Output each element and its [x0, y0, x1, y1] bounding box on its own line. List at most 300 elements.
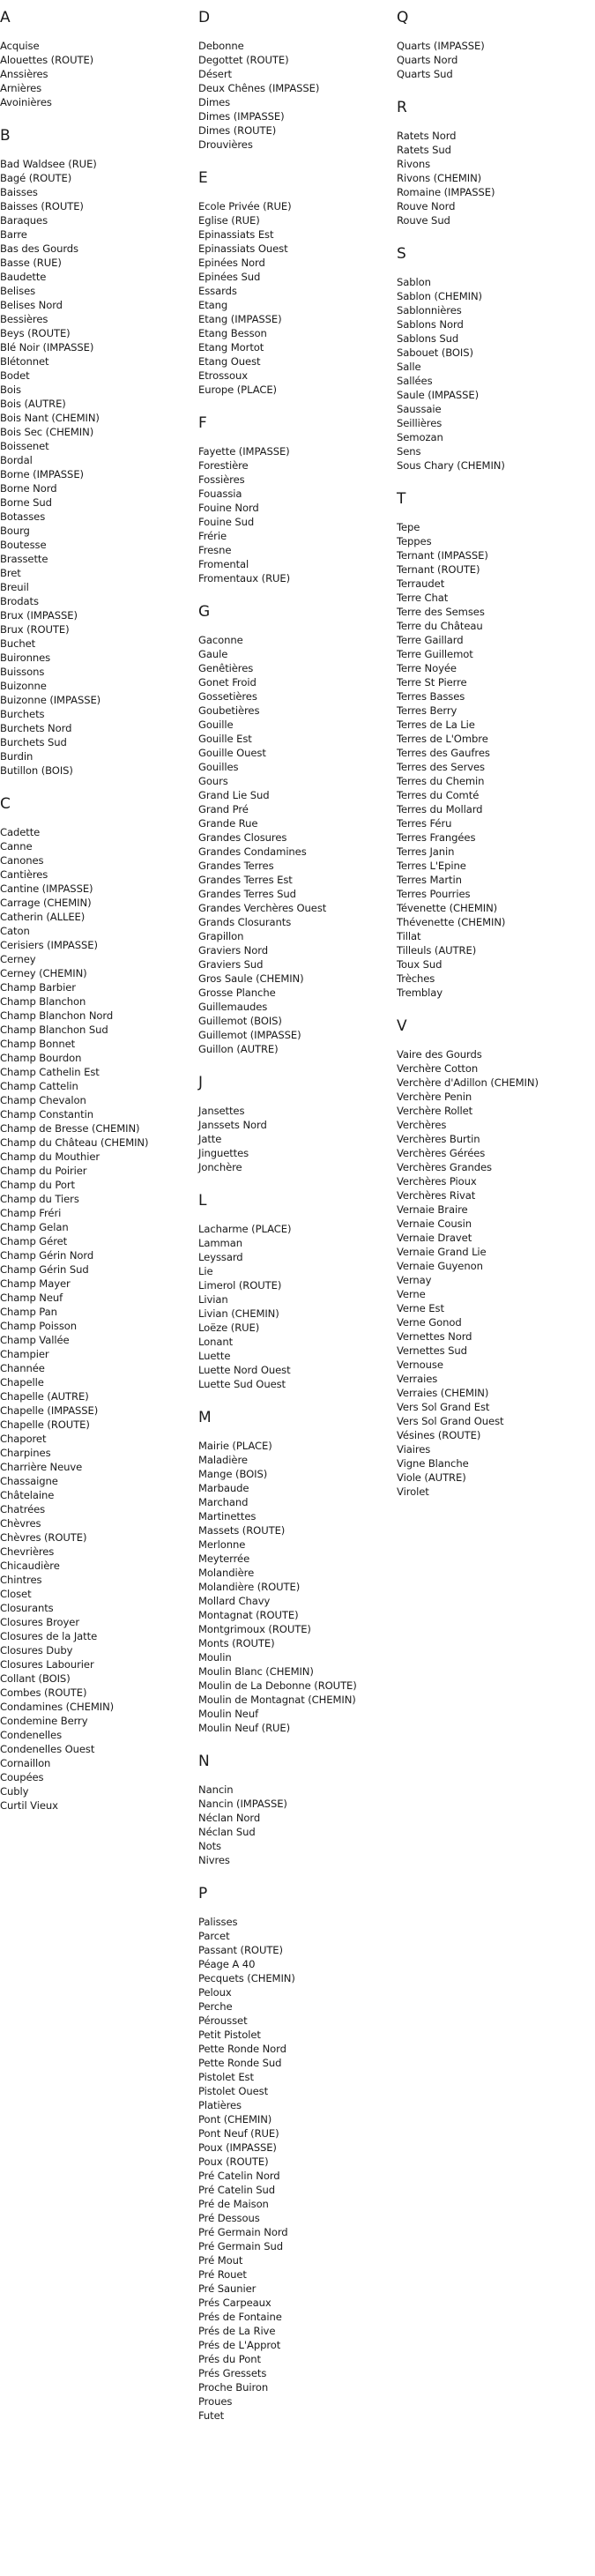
street-link[interactable]: Sablonnières	[397, 304, 462, 316]
street-link[interactable]: Terres des Gaufres	[397, 747, 490, 759]
street-link[interactable]: Blétonnet	[0, 355, 49, 368]
street-link[interactable]: Eglise (RUE)	[198, 214, 260, 227]
street-link[interactable]: Ecole Privée (RUE)	[198, 200, 292, 212]
street-link[interactable]: Fouassia	[198, 488, 242, 500]
street-link[interactable]: Pré Catelin Nord	[198, 2170, 280, 2182]
street-link[interactable]: Guillemot (BOIS)	[198, 1015, 282, 1027]
street-link[interactable]: Basse (RUE)	[0, 257, 62, 269]
street-link[interactable]: Pette Ronde Nord	[198, 2043, 286, 2055]
street-link[interactable]: Viaires	[397, 1443, 431, 1456]
street-link[interactable]: Fresne	[198, 544, 232, 556]
street-link[interactable]: Jonchère	[198, 1161, 242, 1173]
street-link[interactable]: Peloux	[198, 1986, 232, 1999]
street-link[interactable]: Verchères Pioux	[397, 1175, 477, 1187]
street-link[interactable]: Vésines (ROUTE)	[397, 1429, 481, 1441]
street-link[interactable]: Grosse Planche	[198, 986, 276, 999]
street-link[interactable]: Cerney	[0, 953, 36, 965]
street-link[interactable]: Champ Mayer	[0, 1277, 71, 1290]
street-link[interactable]: Breuil	[0, 581, 29, 593]
street-link[interactable]: Champ Blanchon Nord	[0, 1009, 114, 1022]
street-link[interactable]: Jinguettes	[198, 1147, 249, 1159]
street-link[interactable]: Bret	[0, 567, 21, 579]
street-link[interactable]: Cubly	[0, 1785, 29, 1798]
street-link[interactable]: Pré de Maison	[198, 2198, 269, 2210]
street-link[interactable]: Champ de Bresse (CHEMIN)	[0, 1122, 140, 1135]
street-link[interactable]: Champ du Mouthier	[0, 1150, 100, 1163]
street-link[interactable]: Terre Noyée	[397, 662, 457, 674]
street-link[interactable]: Carrage (CHEMIN)	[0, 897, 92, 909]
street-link[interactable]: Caton	[0, 925, 30, 937]
street-link[interactable]: Etang Besson	[198, 327, 267, 339]
street-link[interactable]: Curtil Vieux	[0, 1799, 58, 1812]
street-link[interactable]: Luette	[198, 1350, 231, 1362]
street-link[interactable]: Burchets Nord	[0, 722, 72, 734]
street-link[interactable]: Frérie	[198, 530, 227, 542]
street-link[interactable]: Gours	[198, 775, 228, 787]
street-link[interactable]: Vernaie Braire	[397, 1203, 468, 1216]
street-link[interactable]: Arnières	[0, 82, 42, 94]
street-link[interactable]: Belises Nord	[0, 299, 63, 311]
street-link[interactable]: Prés du Pont	[198, 2353, 261, 2365]
street-link[interactable]: Cadette	[0, 826, 41, 838]
street-link[interactable]: Nancin	[198, 1783, 234, 1796]
street-link[interactable]: Chèvres	[0, 1517, 41, 1530]
street-link[interactable]: Bois Sec (CHEMIN)	[0, 426, 94, 438]
street-link[interactable]: Marchand	[198, 1496, 249, 1508]
street-link[interactable]: Néclan Sud	[198, 1826, 256, 1838]
street-link[interactable]: Verne Est	[397, 1302, 444, 1314]
street-link[interactable]: Deux Chênes (IMPASSE)	[198, 82, 320, 94]
street-link[interactable]: Teppes	[397, 535, 432, 547]
street-link[interactable]: Fromentaux (RUE)	[198, 572, 291, 584]
street-link[interactable]: Sablon (CHEMIN)	[397, 290, 482, 302]
street-link[interactable]: Goubetières	[198, 704, 260, 717]
street-link[interactable]: Quarts (IMPASSE)	[397, 40, 485, 52]
street-link[interactable]: Dimes (ROUTE)	[198, 124, 277, 137]
street-link[interactable]: Lonant	[198, 1336, 234, 1348]
street-link[interactable]: Champ Blanchon Sud	[0, 1024, 108, 1036]
street-link[interactable]: Terres L'Epine	[397, 860, 466, 872]
street-link[interactable]: Terres Frangées	[397, 831, 476, 844]
street-link[interactable]: Essards	[198, 285, 237, 297]
street-link[interactable]: Ratets Sud	[397, 144, 451, 156]
street-link[interactable]: Champ Pan	[0, 1306, 57, 1318]
street-link[interactable]: Gaule	[198, 648, 228, 660]
street-link[interactable]: Montagnat (ROUTE)	[198, 1609, 299, 1621]
street-link[interactable]: Désert	[198, 68, 232, 80]
street-link[interactable]: Molandière	[198, 1567, 255, 1579]
street-link[interactable]: Verchères Rivat	[397, 1189, 476, 1202]
street-link[interactable]: Bois (AUTRE)	[0, 398, 66, 410]
street-link[interactable]: Vernouse	[397, 1359, 443, 1371]
street-link[interactable]: Chapelle (AUTRE)	[0, 1390, 89, 1403]
street-link[interactable]: Dimes	[198, 96, 231, 108]
street-link[interactable]: Champ Vallée	[0, 1334, 70, 1346]
street-link[interactable]: Vernaie Dravet	[397, 1232, 472, 1244]
street-link[interactable]: Brodats	[0, 595, 39, 607]
street-link[interactable]: Forestière	[198, 459, 249, 472]
street-link[interactable]: Petit Pistolet	[198, 2029, 261, 2041]
street-link[interactable]: Canne	[0, 840, 33, 852]
street-link[interactable]: Closurants	[0, 1602, 54, 1614]
street-link[interactable]: Champ Gérin Sud	[0, 1263, 89, 1276]
street-link[interactable]: Bodet	[0, 369, 30, 382]
street-link[interactable]: Sens	[397, 445, 421, 458]
street-link[interactable]: Saussaie	[397, 403, 442, 415]
street-link[interactable]: Leyssard	[198, 1251, 243, 1263]
street-link[interactable]: Burchets Sud	[0, 736, 67, 748]
street-link[interactable]: Etang	[198, 299, 228, 311]
street-link[interactable]: Prés Carpeaux	[198, 2297, 271, 2309]
street-link[interactable]: Champ Constantin	[0, 1108, 93, 1120]
street-link[interactable]: Champ du Château (CHEMIN)	[0, 1136, 149, 1149]
street-link[interactable]: Collant (BOIS)	[0, 1672, 71, 1685]
street-link[interactable]: Coupées	[0, 1771, 44, 1783]
street-link[interactable]: Verchères Grandes	[397, 1161, 492, 1173]
street-link[interactable]: Prés de L'Approt	[198, 2339, 281, 2351]
street-link[interactable]: Guillemot (IMPASSE)	[198, 1029, 301, 1041]
street-link[interactable]: Buissons	[0, 666, 45, 678]
street-link[interactable]: Sallées	[397, 375, 433, 387]
street-link[interactable]: Baisses (ROUTE)	[0, 200, 84, 212]
street-link[interactable]: Toux Sud	[397, 958, 443, 971]
street-link[interactable]: Buizonne (IMPASSE)	[0, 694, 101, 706]
street-link[interactable]: Prés de La Rive	[198, 2325, 276, 2337]
street-link[interactable]: Champ Poisson	[0, 1320, 78, 1332]
street-link[interactable]: Saule (IMPASSE)	[397, 389, 480, 401]
street-link[interactable]: Pré Catelin Sud	[198, 2184, 276, 2196]
street-link[interactable]: Etang Ouest	[198, 355, 261, 368]
street-link[interactable]: Cerney (CHEMIN)	[0, 967, 87, 979]
street-link[interactable]: Pré Germain Sud	[198, 2240, 284, 2252]
street-link[interactable]: Prés de Fontaine	[198, 2311, 282, 2323]
street-link[interactable]: Acquise	[0, 40, 40, 52]
street-link[interactable]: Terres du Comté	[397, 789, 480, 801]
street-link[interactable]: Monts (ROUTE)	[198, 1637, 275, 1649]
street-link[interactable]: Champ Géret	[0, 1235, 68, 1247]
street-link[interactable]: Gros Saule (CHEMIN)	[198, 972, 304, 985]
street-link[interactable]: Gonet Froid	[198, 676, 257, 689]
street-link[interactable]: Champ Gérin Nord	[0, 1249, 94, 1262]
street-link[interactable]: Champ du Poirier	[0, 1165, 87, 1177]
street-link[interactable]: Epinées Nord	[198, 257, 265, 269]
street-link[interactable]: Grandes Terres Est	[198, 874, 293, 886]
street-link[interactable]: Condenelles Ouest	[0, 1743, 95, 1755]
street-link[interactable]: Palisses	[198, 1916, 238, 1928]
street-link[interactable]: Combes (ROUTE)	[0, 1686, 87, 1699]
street-link[interactable]: Champier	[0, 1348, 49, 1360]
street-link[interactable]: Etang (IMPASSE)	[198, 313, 282, 325]
street-link[interactable]: Chèvres (ROUTE)	[0, 1531, 87, 1544]
street-link[interactable]: Chatrées	[0, 1503, 46, 1515]
street-link[interactable]: Condamines (CHEMIN)	[0, 1701, 115, 1713]
street-link[interactable]: Terres Janin	[397, 845, 455, 858]
street-link[interactable]: Lie	[198, 1265, 213, 1277]
street-link[interactable]: Grandes Terres Sud	[198, 888, 296, 900]
street-link[interactable]: Chaporet	[0, 1433, 47, 1445]
street-link[interactable]: Botasses	[0, 510, 46, 523]
street-link[interactable]: Condemine Berry	[0, 1715, 88, 1727]
street-link[interactable]: Champ Fréri	[0, 1207, 62, 1219]
street-link[interactable]: Vernettes Sud	[397, 1344, 467, 1357]
street-link[interactable]: Graviers Sud	[198, 958, 264, 971]
street-link[interactable]: Canones	[0, 854, 44, 867]
street-link[interactable]: Néclan Nord	[198, 1812, 261, 1824]
street-link[interactable]: Terres de La Lie	[397, 718, 475, 731]
street-link[interactable]: Ternant (IMPASSE)	[397, 549, 488, 562]
street-link[interactable]: Luette Sud Ouest	[198, 1378, 286, 1390]
street-link[interactable]: Rivons	[397, 158, 431, 170]
street-link[interactable]: Bordal	[0, 454, 33, 466]
street-link[interactable]: Ratets Nord	[397, 130, 457, 142]
street-link[interactable]: Epinassiats Ouest	[198, 242, 288, 255]
street-link[interactable]: Fouine Nord	[198, 502, 259, 514]
street-link[interactable]: Massets (ROUTE)	[198, 1524, 286, 1537]
street-link[interactable]: Chicaudière	[0, 1560, 60, 1572]
street-link[interactable]: Brux (ROUTE)	[0, 623, 70, 636]
street-link[interactable]: Tillat	[397, 930, 421, 942]
street-link[interactable]: Gouilles	[198, 761, 239, 773]
street-link[interactable]: Grands Closurants	[198, 916, 292, 928]
street-link[interactable]: Degottet (ROUTE)	[198, 54, 289, 66]
street-link[interactable]: Terres Pourries	[397, 888, 471, 900]
street-link[interactable]: Verchère Penin	[397, 1091, 472, 1103]
street-link[interactable]: Futet	[198, 2409, 225, 2422]
street-link[interactable]: Fouine Sud	[198, 516, 255, 528]
street-link[interactable]: Charpines	[0, 1447, 51, 1459]
street-link[interactable]: Buchet	[0, 637, 36, 650]
street-link[interactable]: Vernettes Nord	[397, 1330, 472, 1343]
street-link[interactable]: Maladière	[198, 1454, 248, 1466]
street-link[interactable]: Champ Bonnet	[0, 1038, 76, 1050]
street-link[interactable]: Mange (BOIS)	[198, 1468, 268, 1480]
street-link[interactable]: Parcet	[198, 1930, 230, 1942]
street-link[interactable]: Terres de L'Ombre	[397, 733, 488, 745]
street-link[interactable]: Champ Barbier	[0, 981, 76, 994]
street-link[interactable]: Thévenette (CHEMIN)	[397, 916, 506, 928]
street-link[interactable]: Sablon	[397, 276, 431, 288]
street-link[interactable]: Gouille Ouest	[198, 747, 266, 759]
street-link[interactable]: Montgrimoux (ROUTE)	[198, 1623, 311, 1635]
street-link[interactable]: Gouille	[198, 718, 234, 731]
street-link[interactable]: Mollard Chavy	[198, 1595, 271, 1607]
street-link[interactable]: Etrossoux	[198, 369, 248, 382]
street-link[interactable]: Blé Noir (IMPASSE)	[0, 341, 94, 354]
street-link[interactable]: Jatte	[198, 1133, 222, 1145]
street-link[interactable]: Grandes Terres	[198, 860, 274, 872]
street-link[interactable]: Martinettes	[198, 1510, 257, 1523]
street-link[interactable]: Quarts Sud	[397, 68, 453, 80]
street-link[interactable]: Terre St Pierre	[397, 676, 467, 689]
street-link[interactable]: Terres du Mollard	[397, 803, 483, 815]
street-link[interactable]: Terres Basses	[397, 690, 465, 703]
street-link[interactable]: Rouve Nord	[397, 200, 456, 212]
street-link[interactable]: Romaine (IMPASSE)	[397, 186, 495, 198]
street-link[interactable]: Vigne Blanche	[397, 1457, 469, 1470]
street-link[interactable]: Moulin de La Debonne (ROUTE)	[198, 1679, 357, 1692]
street-link[interactable]: Moulin	[198, 1651, 232, 1664]
street-link[interactable]: Pette Ronde Sud	[198, 2057, 282, 2069]
street-link[interactable]: Bas des Gourds	[0, 242, 78, 255]
street-link[interactable]: Bagé (ROUTE)	[0, 172, 72, 184]
street-link[interactable]: Champ Bourdon	[0, 1052, 82, 1064]
street-link[interactable]: Bois	[0, 383, 21, 396]
street-link[interactable]: Champ Cathelin Est	[0, 1066, 100, 1078]
street-link[interactable]: Terre du Château	[397, 620, 483, 632]
street-link[interactable]: Buironnes	[0, 651, 51, 664]
street-link[interactable]: Chintres	[0, 1574, 42, 1586]
street-link[interactable]: Sous Chary (CHEMIN)	[397, 459, 505, 472]
street-link[interactable]: Catherin (ALLEE)	[0, 911, 86, 923]
street-link[interactable]: Grapillon	[198, 930, 244, 942]
street-link[interactable]: Terres Berry	[397, 704, 457, 717]
street-link[interactable]: Verchères	[397, 1119, 447, 1131]
street-link[interactable]: Debonne	[198, 40, 244, 52]
street-link[interactable]: Belises	[0, 285, 36, 297]
street-link[interactable]: Mairie (PLACE)	[198, 1440, 272, 1452]
street-link[interactable]: Salle	[397, 361, 421, 373]
street-link[interactable]: Baudette	[0, 271, 47, 283]
street-link[interactable]: Closures Duby	[0, 1644, 73, 1657]
street-link[interactable]: Champ Neuf	[0, 1292, 63, 1304]
street-link[interactable]: Verchères Gérées	[397, 1147, 486, 1159]
street-link[interactable]: Anssières	[0, 68, 48, 80]
street-link[interactable]: Janssets Nord	[198, 1119, 267, 1131]
street-link[interactable]: Drouvières	[198, 138, 253, 151]
street-link[interactable]: Ternant (ROUTE)	[397, 563, 480, 576]
street-link[interactable]: Terre Gaillard	[397, 634, 464, 646]
street-link[interactable]: Brassette	[0, 553, 48, 565]
street-link[interactable]: Champ Gelan	[0, 1221, 69, 1233]
street-link[interactable]: Chevrières	[0, 1545, 55, 1558]
street-link[interactable]: Cantières	[0, 868, 48, 881]
street-link[interactable]: Prés Gressets	[198, 2367, 267, 2379]
street-link[interactable]: Barre	[0, 228, 27, 241]
street-link[interactable]: Bois Nant (CHEMIN)	[0, 412, 100, 424]
street-link[interactable]: Moulin Blanc (CHEMIN)	[198, 1665, 314, 1678]
street-link[interactable]: Baraques	[0, 214, 48, 227]
street-link[interactable]: Pistolet Ouest	[198, 2085, 269, 2097]
street-link[interactable]: Vers Sol Grand Ouest	[397, 1415, 504, 1427]
street-link[interactable]: Chapelle (ROUTE)	[0, 1418, 90, 1431]
street-link[interactable]: Europe (PLACE)	[198, 383, 277, 396]
street-link[interactable]: Pré Rouet	[198, 2268, 247, 2281]
street-link[interactable]: Proche Buiron	[198, 2381, 269, 2394]
street-link[interactable]: Grandes Closures	[198, 831, 287, 844]
street-link[interactable]: Seillières	[397, 417, 443, 429]
street-link[interactable]: Pistolet Est	[198, 2071, 254, 2083]
street-link[interactable]: Nots	[198, 1840, 221, 1852]
street-link[interactable]: Pont Neuf (RUE)	[198, 2127, 279, 2140]
street-link[interactable]: Buizonne	[0, 680, 47, 692]
street-link[interactable]: Poux (IMPASSE)	[198, 2141, 277, 2154]
street-link[interactable]: Baisses	[0, 186, 38, 198]
street-link[interactable]: Guillon (AUTRE)	[198, 1043, 279, 1055]
street-link[interactable]: Merlonne	[198, 1538, 246, 1551]
street-link[interactable]: Pré Germain Nord	[198, 2226, 288, 2238]
street-link[interactable]: Livian (CHEMIN)	[198, 1307, 279, 1320]
street-link[interactable]: Sabouet (BOIS)	[397, 346, 473, 359]
street-link[interactable]: Moulin Neuf	[198, 1708, 259, 1720]
street-link[interactable]: Terre des Semses	[397, 606, 485, 618]
street-link[interactable]: Champ du Tiers	[0, 1193, 79, 1205]
street-link[interactable]: Nancin (IMPASSE)	[198, 1798, 287, 1810]
street-link[interactable]: Fayette (IMPASSE)	[198, 445, 290, 458]
street-link[interactable]: Chassaigne	[0, 1475, 58, 1487]
street-link[interactable]: Verraies	[397, 1373, 438, 1385]
street-link[interactable]: Terres des Serves	[397, 761, 485, 773]
street-link[interactable]: Champ du Port	[0, 1179, 75, 1191]
street-link[interactable]: Vaire des Gourds	[397, 1048, 482, 1061]
street-link[interactable]: Alouettes (ROUTE)	[0, 54, 94, 66]
street-link[interactable]: Lamman	[198, 1237, 243, 1249]
street-link[interactable]: Trèches	[397, 972, 435, 985]
street-link[interactable]: Virolet	[397, 1485, 429, 1498]
street-link[interactable]: Verchère Cotton	[397, 1062, 479, 1075]
street-link[interactable]: Platières	[198, 2099, 242, 2111]
street-link[interactable]: Marbaude	[198, 1482, 249, 1494]
street-link[interactable]: Rouve Sud	[397, 214, 450, 227]
street-link[interactable]: Viole (AUTRE)	[397, 1471, 466, 1484]
street-link[interactable]: Terre Chat	[397, 592, 449, 604]
street-link[interactable]: Guillemaudes	[198, 1001, 268, 1013]
street-link[interactable]: Verchères Burtin	[397, 1133, 480, 1145]
street-link[interactable]: Borne Sud	[0, 496, 52, 509]
street-link[interactable]: Verne	[397, 1288, 426, 1300]
street-link[interactable]: Boutesse	[0, 539, 47, 551]
street-link[interactable]: Borne (IMPASSE)	[0, 468, 84, 480]
street-link[interactable]: Tilleuls (AUTRE)	[397, 944, 477, 957]
street-link[interactable]: Pecquets (CHEMIN)	[198, 1972, 295, 1984]
street-link[interactable]: Channée	[0, 1362, 45, 1374]
street-link[interactable]: Pré Dessous	[198, 2212, 260, 2224]
street-link[interactable]: Cerisiers (IMPASSE)	[0, 939, 98, 951]
street-link[interactable]: Jansettes	[198, 1105, 245, 1117]
street-link[interactable]: Luette Nord Ouest	[198, 1364, 291, 1376]
street-link[interactable]: Fromental	[198, 558, 249, 570]
street-link[interactable]: Meyterrée	[198, 1552, 250, 1565]
street-link[interactable]: Terres Féru	[397, 817, 452, 830]
street-link[interactable]: Fossières	[198, 473, 245, 486]
street-link[interactable]: Pérousset	[198, 2014, 248, 2027]
street-link[interactable]: Poux (ROUTE)	[198, 2155, 269, 2168]
street-link[interactable]: Terres Martin	[397, 874, 462, 886]
street-link[interactable]: Molandière (ROUTE)	[198, 1581, 301, 1593]
street-link[interactable]: Cornaillon	[0, 1757, 51, 1769]
street-link[interactable]: Rivons (CHEMIN)	[397, 172, 482, 184]
street-link[interactable]: Butillon (BOIS)	[0, 764, 73, 777]
street-link[interactable]: Tremblay	[397, 986, 443, 999]
street-link[interactable]: Borne Nord	[0, 482, 57, 495]
street-link[interactable]: Bad Waldsee (RUE)	[0, 158, 97, 170]
street-link[interactable]: Closures Broyer	[0, 1616, 79, 1628]
street-link[interactable]: Burdin	[0, 750, 33, 763]
street-link[interactable]: Semozan	[397, 431, 443, 443]
street-link[interactable]: Moulin Neuf (RUE)	[198, 1722, 291, 1734]
street-link[interactable]: Proues	[198, 2395, 233, 2408]
street-link[interactable]: Grandes Verchères Ouest	[198, 902, 327, 914]
street-link[interactable]: Vers Sol Grand Est	[397, 1401, 490, 1413]
street-link[interactable]: Vernaie Cousin	[397, 1217, 472, 1230]
street-link[interactable]: Gouille Est	[198, 733, 252, 745]
street-link[interactable]: Epinées Sud	[198, 271, 261, 283]
street-link[interactable]: Tévenette (CHEMIN)	[397, 902, 498, 914]
street-link[interactable]: Grande Rue	[198, 817, 258, 830]
street-link[interactable]: Beys (ROUTE)	[0, 327, 71, 339]
street-link[interactable]: Terre Guillemot	[397, 648, 473, 660]
street-link[interactable]: Boissenet	[0, 440, 49, 452]
street-link[interactable]: Verchère Rollet	[397, 1105, 473, 1117]
